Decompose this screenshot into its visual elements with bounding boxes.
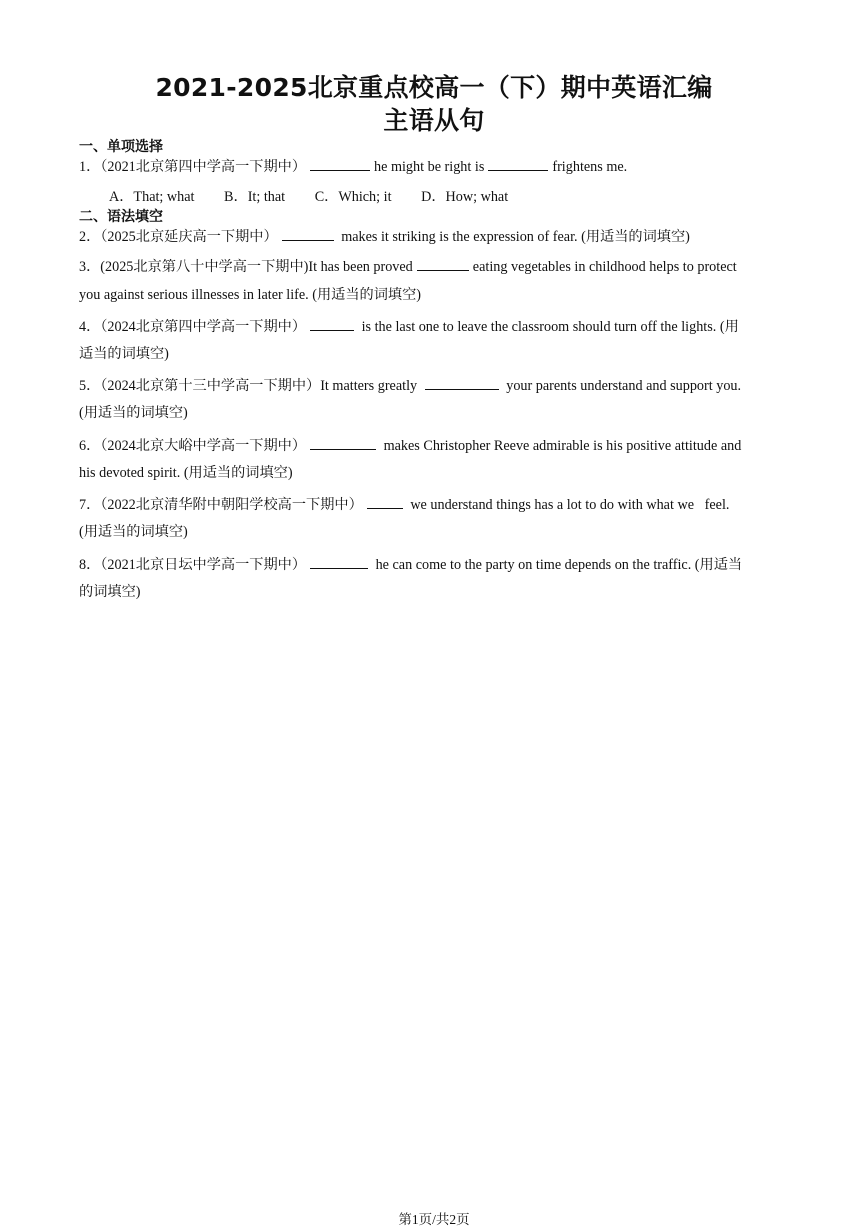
question-source: （2021北京第四中学高一下期中） (100, 159, 307, 175)
answer-blank (417, 256, 469, 271)
question-8-continued: 的词填空) (79, 584, 141, 600)
question-source: （2022北京清华附中朝阳学校高一下期中） (100, 497, 363, 513)
question-5-continued: (用适当的词填空) (79, 405, 188, 421)
question-2: 2．（2025北京延庆高一下期中） makes it striking is the expression of fear. (用适当的词填空) (79, 226, 791, 246)
answer-blank (488, 156, 548, 171)
section-heading-grammar-fill: 二、语法填空 (79, 209, 163, 225)
answer-blank (310, 435, 376, 450)
document-title: 2021-2025北京重点校高一（下）期中英语汇编 (155, 73, 713, 102)
question-source: (2025北京第八十中学高一下期中) (100, 259, 309, 275)
answer-blank (425, 375, 499, 390)
question-4-continued: 适当的词填空) (79, 346, 169, 362)
answer-blank (310, 316, 354, 331)
question-source: （2024北京第四中学高一下期中） (100, 319, 307, 335)
question-7-continued: (用适当的词填空) (79, 524, 188, 540)
question-3-continued: you against serious illnesses in later life. (用适当的词填空) (79, 287, 422, 303)
option-a: A．That; what (109, 189, 195, 205)
answer-blank (367, 494, 403, 509)
question-source: （2021北京日坛中学高一下期中） (100, 557, 307, 573)
answer-blank (282, 226, 334, 241)
question-3: 3．(2025北京第八十中学高一下期中)It has been proved eating vegetables in childhood helps to protect (79, 256, 791, 276)
option-b: B．It; that (224, 189, 286, 205)
answer-blank (310, 554, 368, 569)
answer-blank (310, 156, 370, 171)
question-4: 4．（2024北京第四中学高一下期中） is the last one to leave the classroom should turn off the lights. (用 (79, 316, 791, 336)
document-subtitle: 主语从句 (383, 106, 485, 135)
question-5: 5．（2024北京第十三中学高一下期中）It matters greatly your parents understand and support you. (79, 375, 791, 395)
question-7: 7．（2022北京清华附中朝阳学校高一下期中） we understand things has a lot to do with what we feel. (79, 494, 791, 514)
page-number: 第1页/共2页 (398, 1212, 470, 1227)
option-c: C．Which; it (314, 189, 392, 205)
question-6-continued: his devoted spirit. (用适当的词填空) (79, 465, 293, 481)
question-source: （2024北京大峪中学高一下期中） (100, 438, 307, 454)
question-6: 6．（2024北京大峪中学高一下期中） makes Christopher Reeve admirable is his positive attitude and (79, 435, 791, 455)
question-1: 1．（2021北京第四中学高一下期中） he might be right is frightens me. (79, 156, 791, 176)
question-source: （2025北京延庆高一下期中） (100, 229, 278, 245)
section-heading-single-choice: 一、单项选择 (79, 139, 163, 155)
question-1-options (109, 186, 534, 206)
question-source: （2024北京第十三中学高一下期中） (100, 378, 321, 394)
option-d: D．How; what (421, 189, 509, 205)
question-8: 8．（2021北京日坛中学高一下期中） he can come to the party on time depends on the traffic. (用适当 (79, 554, 791, 574)
